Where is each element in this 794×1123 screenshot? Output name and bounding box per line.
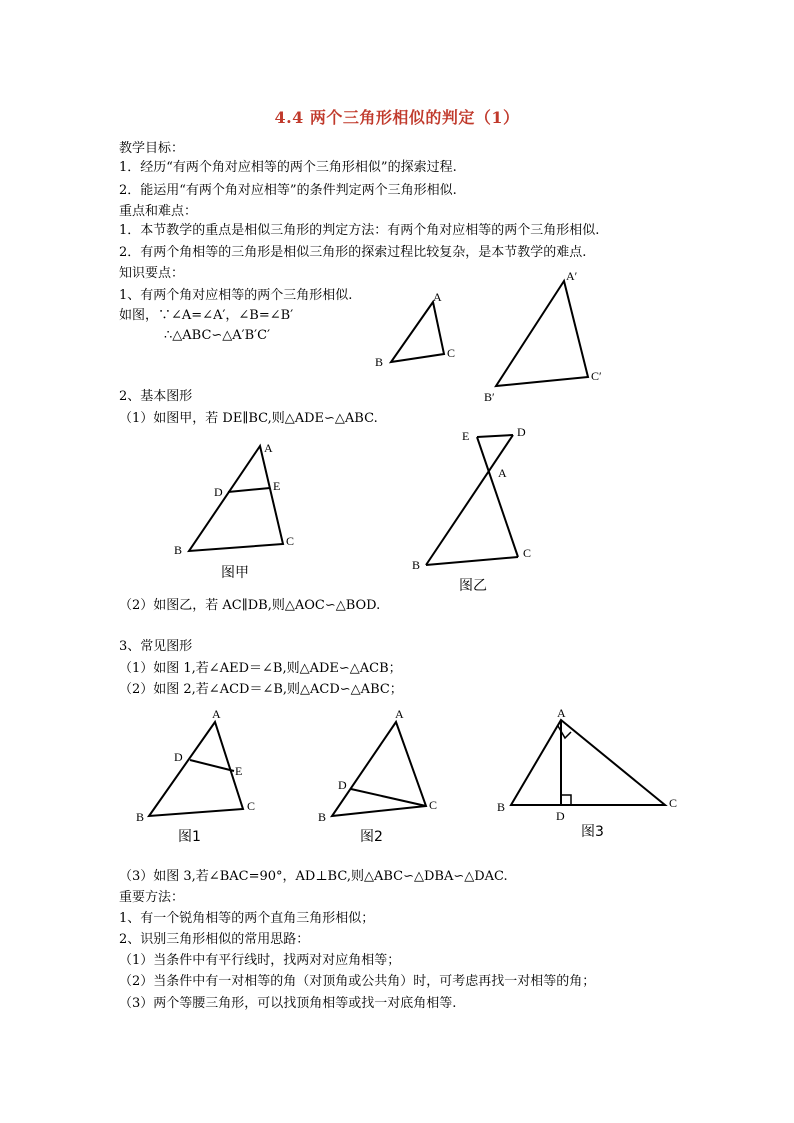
basic-1: （1）如图甲，若 DE∥BC,则△ADE∽△ABC. — [119, 411, 378, 426]
label-c-prime: C′ — [591, 369, 602, 383]
method-2-1: （1）当条件中有平行线时，找两对对应角相等； — [119, 953, 401, 968]
figure-3 — [497, 706, 677, 840]
label-c: C — [429, 798, 438, 812]
segment-bc — [426, 557, 518, 565]
caption-fig2: 图2 — [360, 829, 383, 845]
point-1-given: 如图，∵∠A=∠A′，∠B=∠B′ — [119, 308, 294, 323]
triangle-a-prime — [496, 281, 588, 386]
common-heading: 3、常见图形 — [119, 639, 193, 654]
label-e: E — [273, 479, 281, 493]
label-d: D — [517, 425, 526, 439]
label-b: B — [174, 543, 183, 557]
points-heading: 知识要点： — [119, 266, 185, 281]
common-2: （2）如图 2,若∠ACD＝∠B,则△ACD∽△ABC； — [119, 682, 403, 697]
point-1: 1、有两个角对应相等的两个三角形相似. — [119, 288, 353, 303]
label-a: A — [212, 707, 221, 721]
segment-de — [228, 488, 270, 492]
triangle-abc — [189, 446, 283, 551]
figure-yi — [412, 425, 531, 594]
label-a: A — [264, 441, 273, 455]
objective-1: 1．经历“有两个角对应相等的两个三角形相似”的探索过程. — [119, 160, 457, 175]
point-1-conclusion: ∴△ABC∽△A′B′C′ — [164, 328, 271, 343]
label-a: A — [557, 706, 566, 720]
label-d: D — [338, 778, 347, 792]
label-a: A — [498, 466, 507, 480]
label-b: B — [136, 810, 145, 824]
caption-fig1: 图1 — [178, 829, 201, 845]
label-b: B — [318, 810, 327, 824]
figure-large-triangle — [484, 269, 602, 404]
label-a: A — [395, 707, 404, 721]
method-2-3: （3）两个等腰三角形，可以找顶角相等或找一对底角相等. — [119, 996, 457, 1011]
basic-heading: 2、基本图形 — [119, 389, 193, 404]
label-d: D — [556, 809, 565, 823]
label-c: C — [247, 799, 256, 813]
label-d: D — [174, 750, 183, 764]
label-b: B — [375, 355, 384, 369]
triangle-abc — [511, 720, 665, 805]
label-a-prime: A′ — [566, 269, 578, 283]
methods-heading: 重要方法： — [119, 890, 185, 905]
label-b: B — [497, 800, 506, 814]
segment-ec — [477, 437, 518, 557]
caption-jia: 图甲 — [221, 565, 249, 581]
figure-1 — [136, 707, 255, 845]
figure-small-triangle — [375, 290, 455, 369]
objectives-heading: 教学目标： — [119, 141, 185, 156]
label-c: C — [286, 534, 295, 548]
caption-fig3: 图3 — [581, 824, 604, 840]
page-title: 4.4 两个三角形相似的判定（1） — [274, 108, 520, 127]
label-c: C — [447, 346, 456, 360]
segment-db — [426, 435, 513, 565]
objective-2: 2．能运用“有两个角对应相等”的条件判定两个三角形相似. — [119, 183, 457, 198]
label-d: D — [214, 485, 223, 499]
segment-ed — [477, 435, 513, 437]
method-2: 2、识别三角形相似的常用思路： — [119, 932, 310, 947]
basic-2: （2）如图乙，若 AC∥DB,则△AOC∽△BOD. — [119, 598, 381, 613]
figure-jia — [174, 441, 294, 581]
label-c: C — [523, 546, 532, 560]
label-a: A — [433, 290, 442, 304]
common-1: （1）如图 1,若∠AED＝∠B,则△ADE∽△ACB； — [119, 661, 402, 676]
label-b-prime: B′ — [484, 390, 495, 404]
key-1: 1．本节教学的重点是相似三角形的判定方法：有两个角对应相等的两个三角形相似. — [119, 223, 600, 238]
method-1: 1、有一个锐角相等的两个直角三角形相似； — [119, 911, 375, 926]
right-angle-mark-d — [561, 795, 571, 805]
segment-cd — [351, 789, 426, 806]
label-e: E — [462, 429, 470, 443]
key-2: 2．有两个角相等的三角形是相似三角形的探索过程比较复杂，是本节教学的难点. — [119, 245, 587, 260]
figure-2 — [318, 707, 437, 845]
triangle-abc — [391, 302, 444, 362]
caption-yi: 图乙 — [459, 578, 487, 594]
common-3: （3）如图 3,若∠BAC=90°，AD⊥BC,则△ABC∽△DBA∽△DAC. — [119, 869, 508, 884]
label-b: B — [412, 558, 421, 572]
label-e: E — [235, 764, 243, 778]
label-c: C — [669, 796, 678, 810]
key-heading: 重点和难点： — [119, 204, 198, 219]
method-2-2: （2）当条件中有一对相等的角（对顶角或公共角）时，可考虑再找一对相等的角； — [119, 974, 596, 989]
